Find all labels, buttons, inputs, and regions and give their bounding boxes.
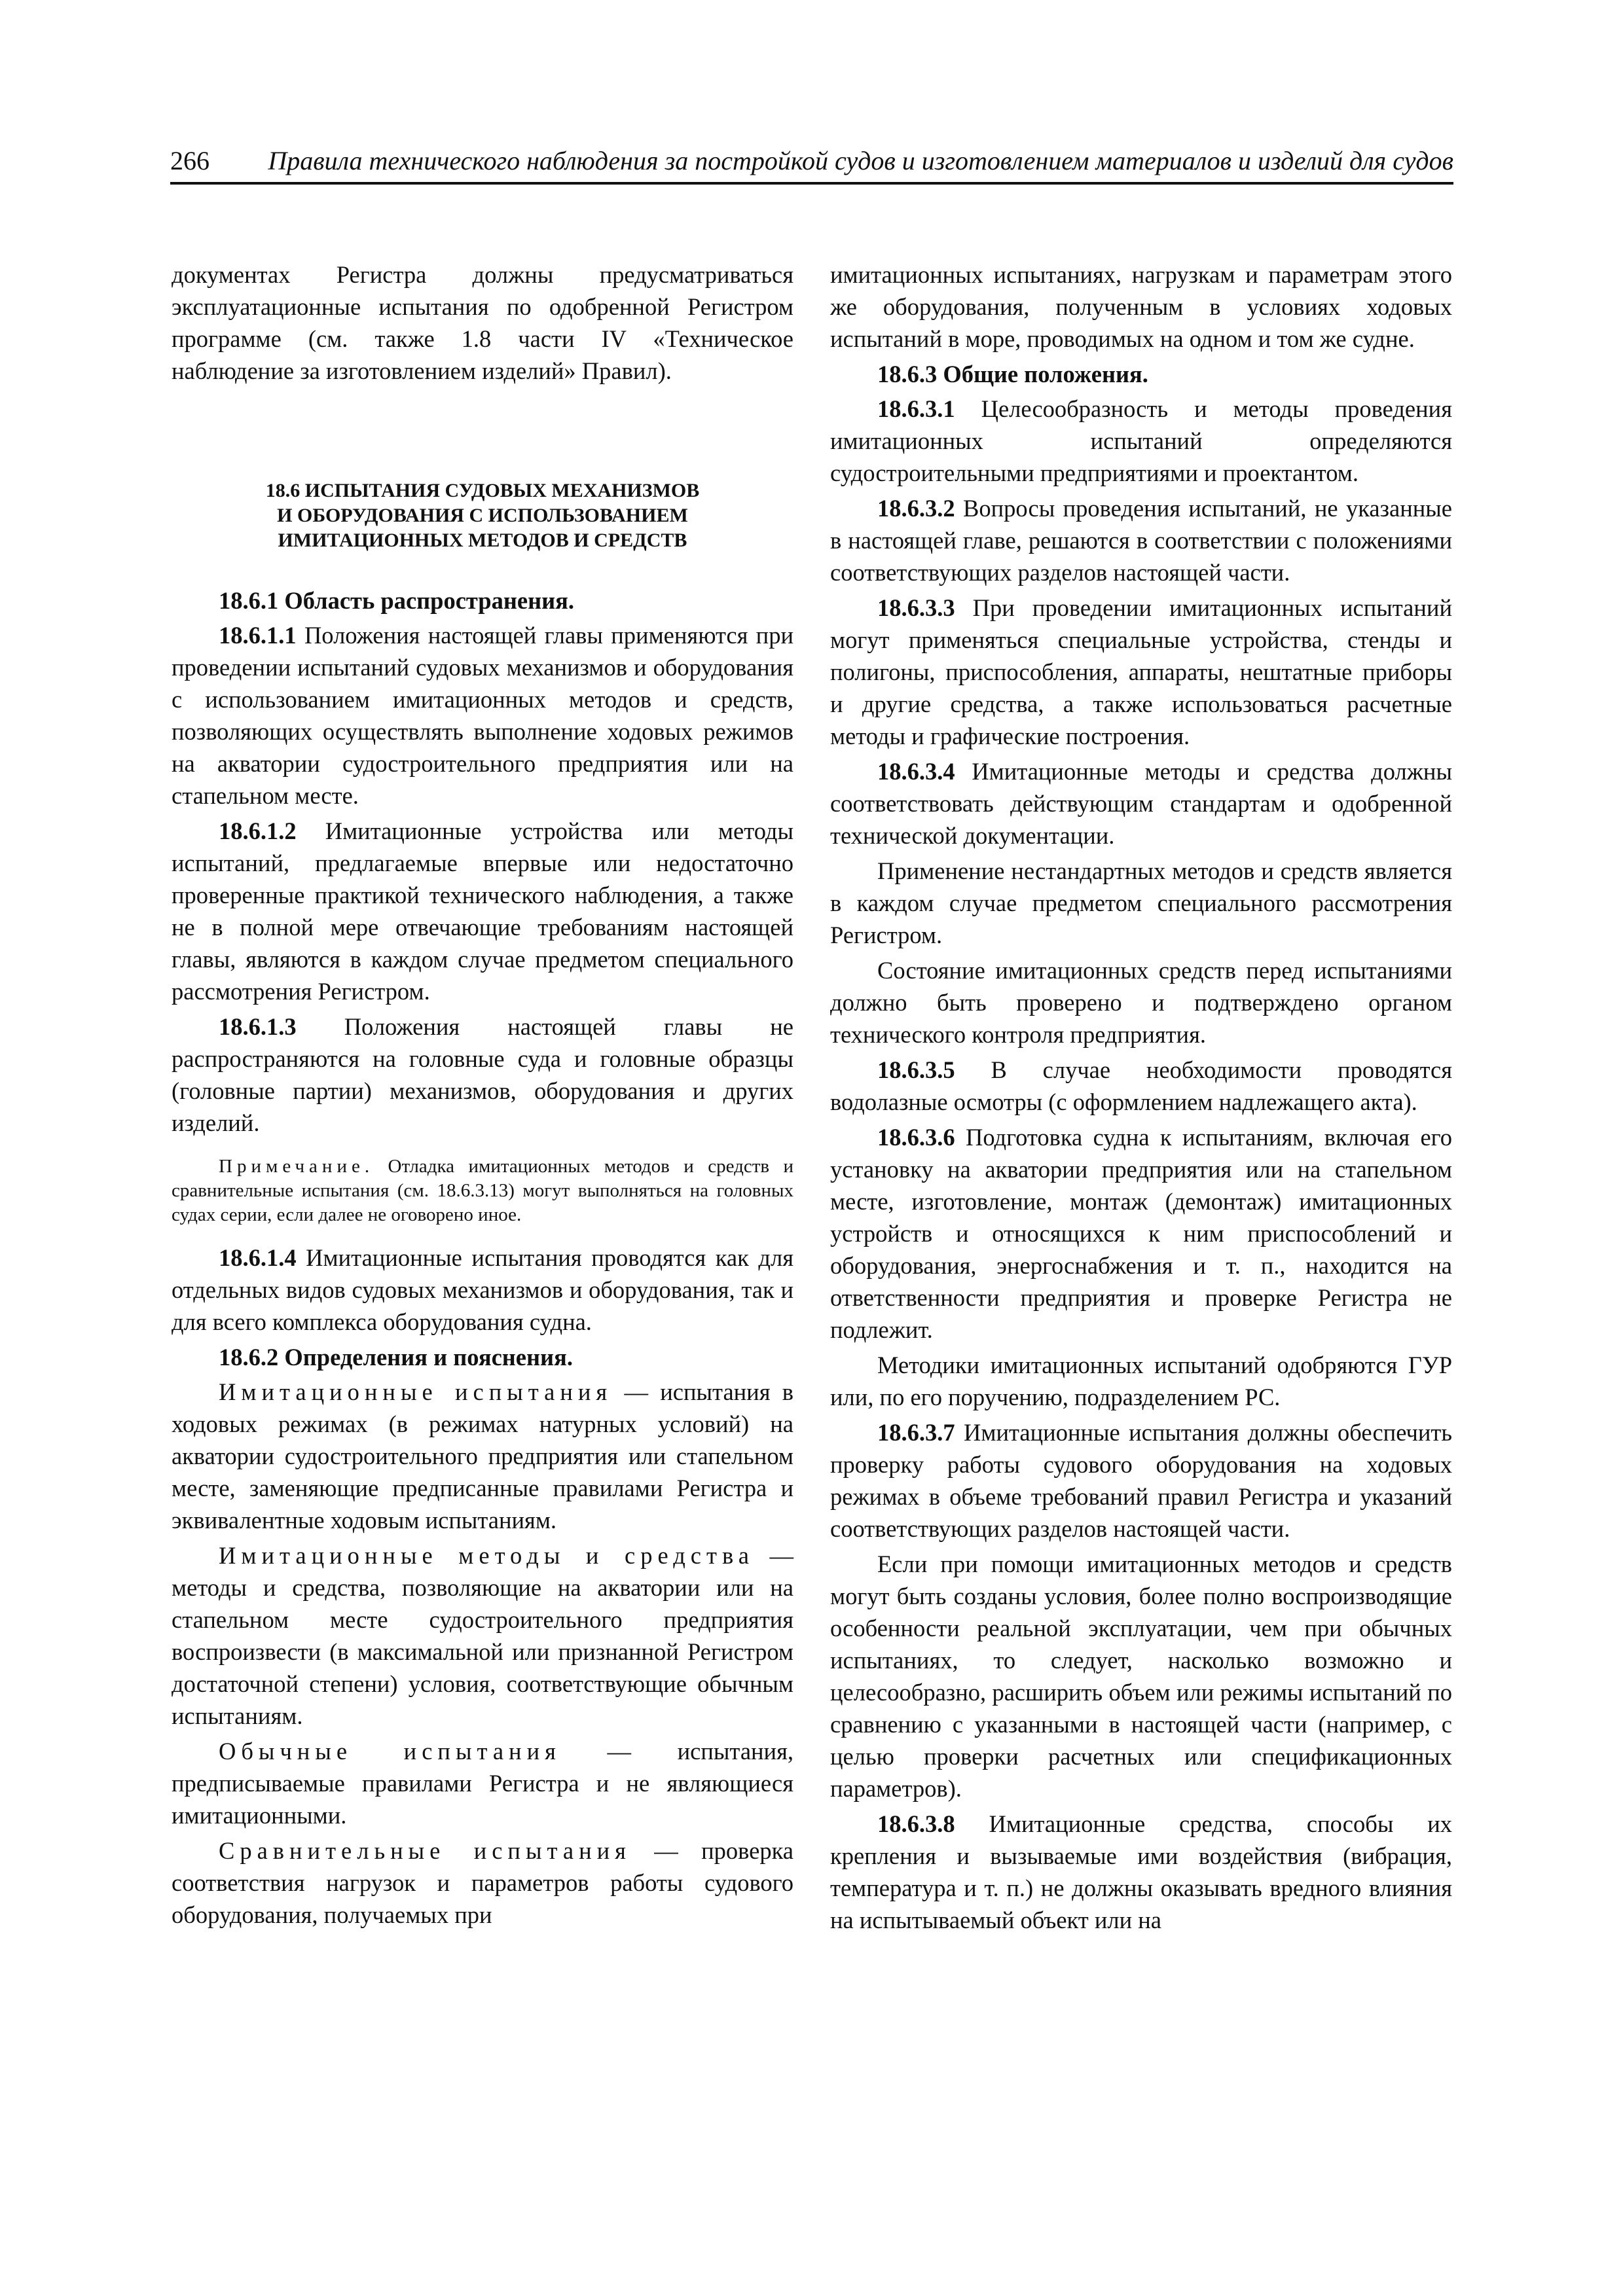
clause-number: 18.6.3.1 xyxy=(877,395,955,422)
definition-text: — испытания, предписываемые правилами Регистра и не являющиеся имитационными. xyxy=(172,1738,793,1829)
term: Сравнительные испытания xyxy=(219,1837,631,1864)
clause-text: Положения настоящей главы не распространяются на головные суда и головные образцы (головные партии) механизмов, оборудования и других изделий. xyxy=(172,1013,793,1136)
clause-number: 18.6.1.4 xyxy=(219,1244,297,1271)
definition-text: — методы и средства, позволяющие на акватории или на стапельном месте судостроительного предприятия воспроизвести (в максимальной или признанной Регистром достаточной степени) условия, соответствующие обычным испытаниям. xyxy=(172,1542,793,1729)
paragraph: Состояние имитационных средств перед испытаниями должно быть проверено и подтверждено органом технического контроля предприятия. xyxy=(830,957,1452,1048)
clause-number: 18.6.3.5 xyxy=(877,1056,955,1083)
section-title-line: И ОБОРУДОВАНИЯ С ИСПОЛЬЗОВАНИЕМ xyxy=(277,505,688,526)
clause-18637 xyxy=(830,1416,1452,1545)
definition xyxy=(172,1735,793,1831)
left-column xyxy=(172,259,793,1934)
clause-text: При проведении имитационных испытаний могут применяться специальные устройства, стенды и полигоны, приспособления, аппараты, нештатные приборы и другие средства, а также использоваться расчетные методы и графические построения. xyxy=(830,594,1452,749)
section-title xyxy=(172,478,793,553)
clause-number: 18.6.1.1 xyxy=(219,622,297,649)
paragraph: документах Регистра должны предусматриваться эксплуатационные испытания по одобренной Регистром программе (см. также 1.8 части IV «Техническое наблюдение за изготовлением изделий» Правил). xyxy=(172,261,793,384)
clause-18612 xyxy=(172,815,793,1007)
clause-number: 18.6.3.4 xyxy=(877,758,955,785)
clause-18611 xyxy=(172,619,793,812)
note xyxy=(172,1155,793,1227)
clause-18636 xyxy=(830,1121,1452,1346)
clause-text: Вопросы проведения испытаний, не указанные в настоящей главе, решаются в соответствии с положениями соответствующих разделов настоящей части. xyxy=(830,495,1452,586)
clause-text: Имитационные методы и средства должны соответствовать действующим стандартам и одобренной технической документации. xyxy=(830,758,1452,849)
term: Обычные испытания xyxy=(219,1738,561,1765)
section-title-line: 18.6 ИСПЫТАНИЯ СУДОВЫХ МЕХАНИЗМОВ xyxy=(265,480,700,501)
clause-text: Целесообразность и методы проведения имитационных испытаний определяются судостроительными предприятиями и проектантом. xyxy=(830,395,1452,486)
definition-text: — испытания в ходовых режимах (в режимах натурных условий) на акватории судостроительного предприятия или стапельном месте, заменяющие предписанные правилами Регистра и эквивалентные ходовым испытаниям. xyxy=(172,1378,794,1534)
clause-18633 xyxy=(830,592,1452,752)
paragraph: Если при помощи имитационных методов и средств могут быть созданы условия, более полно воспроизводящие особенности реальной эксплуатации, чем при обычных испытаниях, то следует, насколько возможно и целесообразно, расширить объем или режимы испытаний по сравнению с указанными в настоящей части (например, с целью проверки расчетных или спецификационных параметров). xyxy=(830,1551,1452,1802)
subsection-heading: 18.6.2 Определения и пояснения. xyxy=(219,1344,573,1371)
clause-18631 xyxy=(830,393,1452,489)
clause-number: 18.6.3.8 xyxy=(877,1810,955,1837)
running-title: Правила технического наблюдения за постройкой судов и изготовлением материалов и изделий для судов xyxy=(268,146,1453,175)
note-text: Отладка имитационных методов и средств и сравнительные испытания (см. 18.6.3.13) могут выполняться на головных судах серии, если далее не оговорено иное. xyxy=(172,1156,793,1225)
subsection-heading: 18.6.3 Общие положения. xyxy=(877,361,1148,387)
definition xyxy=(172,1376,793,1536)
subsection-heading: 18.6.1 Область распространения. xyxy=(219,587,575,614)
clause-number: 18.6.1.3 xyxy=(219,1013,297,1040)
definition-text: — проверка соответствия нагрузок и параметров работы судового оборудования, получаемых при xyxy=(172,1837,794,1928)
paragraph: Методики имитационных испытаний одобряются ГУР или, по его поручению, подразделением РС. xyxy=(830,1352,1452,1410)
clause-18635 xyxy=(830,1054,1452,1118)
clause-number: 18.6.3.3 xyxy=(877,594,955,621)
clause-18614 xyxy=(172,1242,793,1338)
paragraph: Применение нестандартных методов и средств является в каждом случае предметом специального рассмотрения Регистром. xyxy=(830,857,1452,948)
note-label: Примечание. xyxy=(219,1156,374,1177)
right-column xyxy=(830,259,1452,1939)
clause-18638 xyxy=(830,1808,1452,1936)
term: Имитационные испытания xyxy=(219,1378,613,1405)
clause-number: 18.6.3.7 xyxy=(877,1419,955,1446)
clause-18613 xyxy=(172,1011,793,1139)
section-title-line: ИМИТАЦИОННЫХ МЕТОДОВ И СРЕДСТВ xyxy=(278,529,687,551)
page-header xyxy=(170,145,1453,185)
definition xyxy=(172,1539,793,1732)
clause-text: Имитационные испытания должны обеспечить проверку работы судового оборудования на ходовых режимах в объеме требований правил Регистра и указаний соответствующих разделов настоящей части. xyxy=(830,1419,1452,1542)
clause-text: Подготовка судна к испытаниям, включая его установку на акватории предприятия или на стапельном месте, изготовление, монтаж (демонтаж) имитационных устройств и относящихся к ним приспособлений и оборудования, энергоснабжения и т. п., находится на ответственности предприятия и проверке Регистра не подлежит. xyxy=(830,1124,1452,1343)
clause-text: Имитационные средства, способы их крепления и вызываемые ими воздействия (вибрация, температура и т. п.) не должны оказывать вредного влияния на испытываемый объект или на xyxy=(830,1810,1452,1933)
clause-text: Имитационные испытания проводятся как для отдельных видов судовых механизмов и оборудования, так и для всего комплекса оборудования судна. xyxy=(172,1244,793,1335)
clause-number: 18.6.3.2 xyxy=(877,495,955,522)
page-number: 266 xyxy=(170,146,210,175)
definition xyxy=(172,1835,793,1931)
clause-text: Положения настоящей главы применяются при проведении испытаний судовых механизмов и оборудования с использованием имитационных методов и средств, позволяющих осуществлять выполнение ходовых режимов на акватории судостроительного предприятия или на стапельном месте. xyxy=(172,622,793,809)
term: Имитационные методы и средства xyxy=(219,1542,754,1569)
clause-text: Имитационные устройства или методы испытаний, предлагаемые впервые или недостаточно проверенные практикой технического наблюдения, а также не в полной мере отвечающие требованиям настоящей главы, являются в каждом случае предметом специального рассмотрения Регистром. xyxy=(172,817,793,1005)
clause-number: 18.6.1.2 xyxy=(219,817,297,844)
clause-number: 18.6.3.6 xyxy=(877,1124,955,1151)
clause-18634 xyxy=(830,755,1452,852)
clause-text: В случае необходимости проводятся водолазные осмотры (с оформлением надлежащего акта). xyxy=(830,1056,1452,1115)
paragraph: имитационных испытаниях, нагрузкам и параметрам этого же оборудования, полученным в условиях ходовых испытаний в море, проводимых на одном и том же судне. xyxy=(830,261,1452,352)
clause-18632 xyxy=(830,492,1452,588)
